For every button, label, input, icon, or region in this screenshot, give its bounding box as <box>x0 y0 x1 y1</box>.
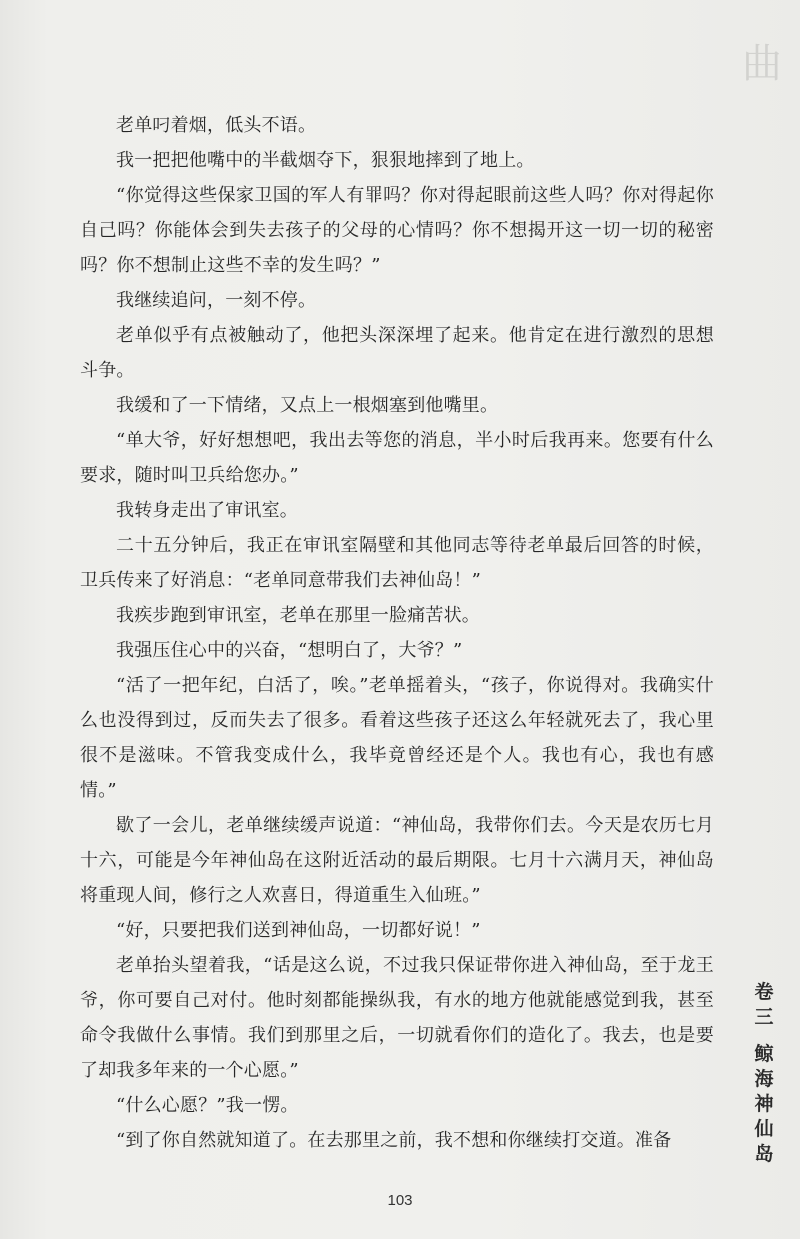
paragraph: “活了一把年纪，白活了，唉。”老单摇着头，“孩子，你说得对。我确实什么也没得到过，反而失去了很多。看着这些孩子还这么年轻就死去了，我心里很不是滋味。不管我变成什么，我毕竟曾经还是个人。我也有心，我也有感情。” <box>80 675 714 801</box>
paragraph: “单大爷，好好想想吧，我出去等您的消息，半小时后我再来。您要有什么要求，随时叫卫兵给您办。” <box>80 430 714 486</box>
paragraph: “到了你自然就知道了。在去那里之前，我不想和你继续打交道。准备 <box>116 1130 672 1151</box>
paragraph: 老单叼着烟，低头不语。 <box>116 115 317 136</box>
paragraph: 我疾步跑到审讯室，老单在那里一脸痛苦状。 <box>116 605 480 626</box>
paragraph: “什么心愿？”我一愣。 <box>116 1095 299 1116</box>
paragraph: 我缓和了一下情绪，又点上一根烟塞到他嘴里。 <box>116 395 499 416</box>
paragraph: 老单抬头望着我，“话是这么说，不过我只保证带你进入神仙岛，至于龙王爷，你可要自己对付。他时刻都能操纵我，有水的地方他就能感觉到我，甚至命令我做什么事情。我们到那里之后，一切就看你们的造化了。我去，也是要了却我多年来的一个心愿。” <box>80 955 714 1081</box>
title-char: 鲸 <box>754 1043 774 1065</box>
paragraph: 我一把把他嘴中的半截烟夺下，狠狠地摔到了地上。 <box>116 150 535 171</box>
paragraph: “好，只要把我们送到神仙岛，一切都好说！” <box>116 920 481 941</box>
title-char: 海 <box>754 1068 774 1090</box>
paragraph: “你觉得这些保家卫国的军人有罪吗？你对得起眼前这些人吗？你对得起你自己吗？你能体会到失去孩子的父母的心情吗？你不想揭开这一切一切的秘密吗？你不想制止这些不幸的发生吗？” <box>80 185 714 276</box>
page-number: 103 <box>387 1192 413 1209</box>
chapter-side-title <box>744 980 784 1167</box>
paragraph: 二十五分钟后，我正在审讯室隔壁和其他同志等待老单最后回答的时候，卫兵传来了好消息：“老单同意带我们去神仙岛！” <box>80 535 714 591</box>
paragraph: 我强压住心中的兴奋，“想明白了，大爷？” <box>116 640 463 661</box>
volume-char: 卷 <box>754 981 774 1003</box>
paragraph: 我转身走出了审讯室。 <box>116 500 298 521</box>
paragraph: 老单似乎有点被触动了，他把头深深埋了起来。他肯定在进行激烈的思想斗争。 <box>80 325 714 381</box>
paragraph: 我继续追问，一刻不停。 <box>116 290 317 311</box>
title-char: 仙 <box>754 1118 774 1140</box>
title-char: 神 <box>754 1093 774 1115</box>
title-char: 岛 <box>754 1143 774 1165</box>
corner-watermark: 曲 <box>742 41 782 87</box>
paragraph: 歇了一会儿，老单继续缓声说道：“神仙岛，我带你们去。今天是农历七月十六，可能是今年神仙岛在这附近活动的最后期限。七月十六满月天，神仙岛将重现人间，修行之人欢喜日，得道重生入仙班。” <box>80 815 714 906</box>
volume-char: 三 <box>754 1006 774 1028</box>
body-text <box>80 108 714 1158</box>
